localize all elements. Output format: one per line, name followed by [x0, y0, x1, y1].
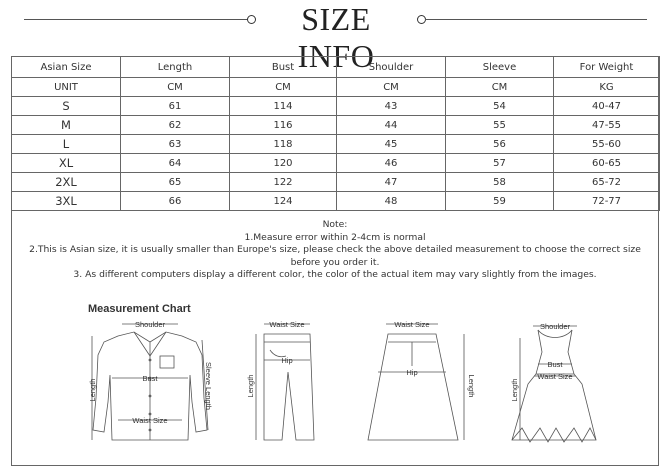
shirt-sleeve-label: Sleeve Length: [204, 362, 213, 410]
column-header: Shoulder: [337, 57, 446, 78]
unit-cell: CM: [446, 78, 554, 97]
unit-cell: CM: [337, 78, 446, 97]
skirt-waist-label: Waist Size: [394, 320, 430, 329]
column-header: Asian Size: [12, 57, 121, 78]
shirt-bust-label: Bust: [142, 374, 158, 383]
skirt-icon: [368, 324, 464, 440]
size-label-cell: 2XL: [12, 173, 121, 192]
table-cell: 61: [121, 97, 230, 116]
notes-heading: Note:: [322, 219, 348, 230]
size-label-cell: S: [12, 97, 121, 116]
table-cell: 65: [121, 173, 230, 192]
table-cell: 46: [337, 154, 446, 173]
table-cell: 72-77: [554, 192, 660, 211]
table-cell: 48: [337, 192, 446, 211]
table-cell: 114: [230, 97, 337, 116]
skirt-hip-label: Hip: [406, 368, 418, 377]
table-cell: 58: [446, 173, 554, 192]
unit-cell: UNIT: [12, 78, 121, 97]
dress-bust-label: Bust: [547, 360, 563, 369]
dress-length-label: Length: [510, 378, 519, 402]
unit-cell: CM: [230, 78, 337, 97]
shirt-length-label: Length: [88, 378, 97, 402]
table-cell: 118: [230, 135, 337, 154]
table-cell: 45: [337, 135, 446, 154]
page-title: SIZE INFO: [297, 1, 375, 74]
table-cell: 116: [230, 116, 337, 135]
shirt-waist-label: Waist Size: [132, 416, 168, 425]
size-label-cell: 3XL: [12, 192, 121, 211]
size-label-cell: M: [12, 116, 121, 135]
skirt-length-label: Length: [467, 374, 476, 398]
unit-cell: CM: [121, 78, 230, 97]
table-cell: 57: [446, 154, 554, 173]
table-cell: 124: [230, 192, 337, 211]
column-header: Bust: [230, 57, 337, 78]
table-cell: 56: [446, 135, 554, 154]
table-cell: 47: [337, 173, 446, 192]
table-cell: 43: [337, 97, 446, 116]
table-cell: 54: [446, 97, 554, 116]
table-cell: 55: [446, 116, 554, 135]
measurement-chart-title: Measurement Chart: [88, 303, 191, 315]
table-cell: 62: [121, 116, 230, 135]
table-cell: 47-55: [554, 116, 660, 135]
table-cell: 120: [230, 154, 337, 173]
table-cell: 65-72: [554, 173, 660, 192]
table-cell: 40-47: [554, 97, 660, 116]
pants-icon: [256, 324, 314, 440]
dress-waist-label: Waist Size: [537, 372, 573, 381]
table-cell: 59: [446, 192, 554, 211]
column-header: For Weight: [554, 57, 660, 78]
note-line-2b: before you order it.: [290, 256, 380, 268]
table-cell: 122: [230, 173, 337, 192]
table-cell: 66: [121, 192, 230, 211]
table-cell: 63: [121, 135, 230, 154]
table-cell: 64: [121, 154, 230, 173]
note-line-3: 3. As different computers display a different color, the color of the actual item may vary slightly from the images.: [73, 269, 597, 280]
unit-cell: KG: [554, 78, 660, 97]
note-line-2a: 2.This is Asian size, it is usually smaller than Europe's size, please check the above detailed measurement to choose the correct size: [29, 244, 641, 255]
pants-hip-label: Hip: [281, 356, 293, 365]
pants-length-label: Length: [246, 374, 255, 398]
shirt-shoulder-label: Shoulder: [134, 320, 166, 329]
dress-shoulder-label: Shoulder: [539, 322, 571, 331]
size-label-cell: XL: [12, 154, 121, 173]
column-header: Sleeve: [446, 57, 554, 78]
column-header: Length: [121, 57, 230, 78]
dress-icon: [512, 326, 596, 442]
pants-waist-label: Waist Size: [269, 320, 305, 329]
size-label-cell: L: [12, 135, 121, 154]
table-cell: 60-65: [554, 154, 660, 173]
table-cell: 55-60: [554, 135, 660, 154]
note-line-1: 1.Measure error within 2-4cm is normal: [244, 231, 426, 243]
table-cell: 44: [337, 116, 446, 135]
